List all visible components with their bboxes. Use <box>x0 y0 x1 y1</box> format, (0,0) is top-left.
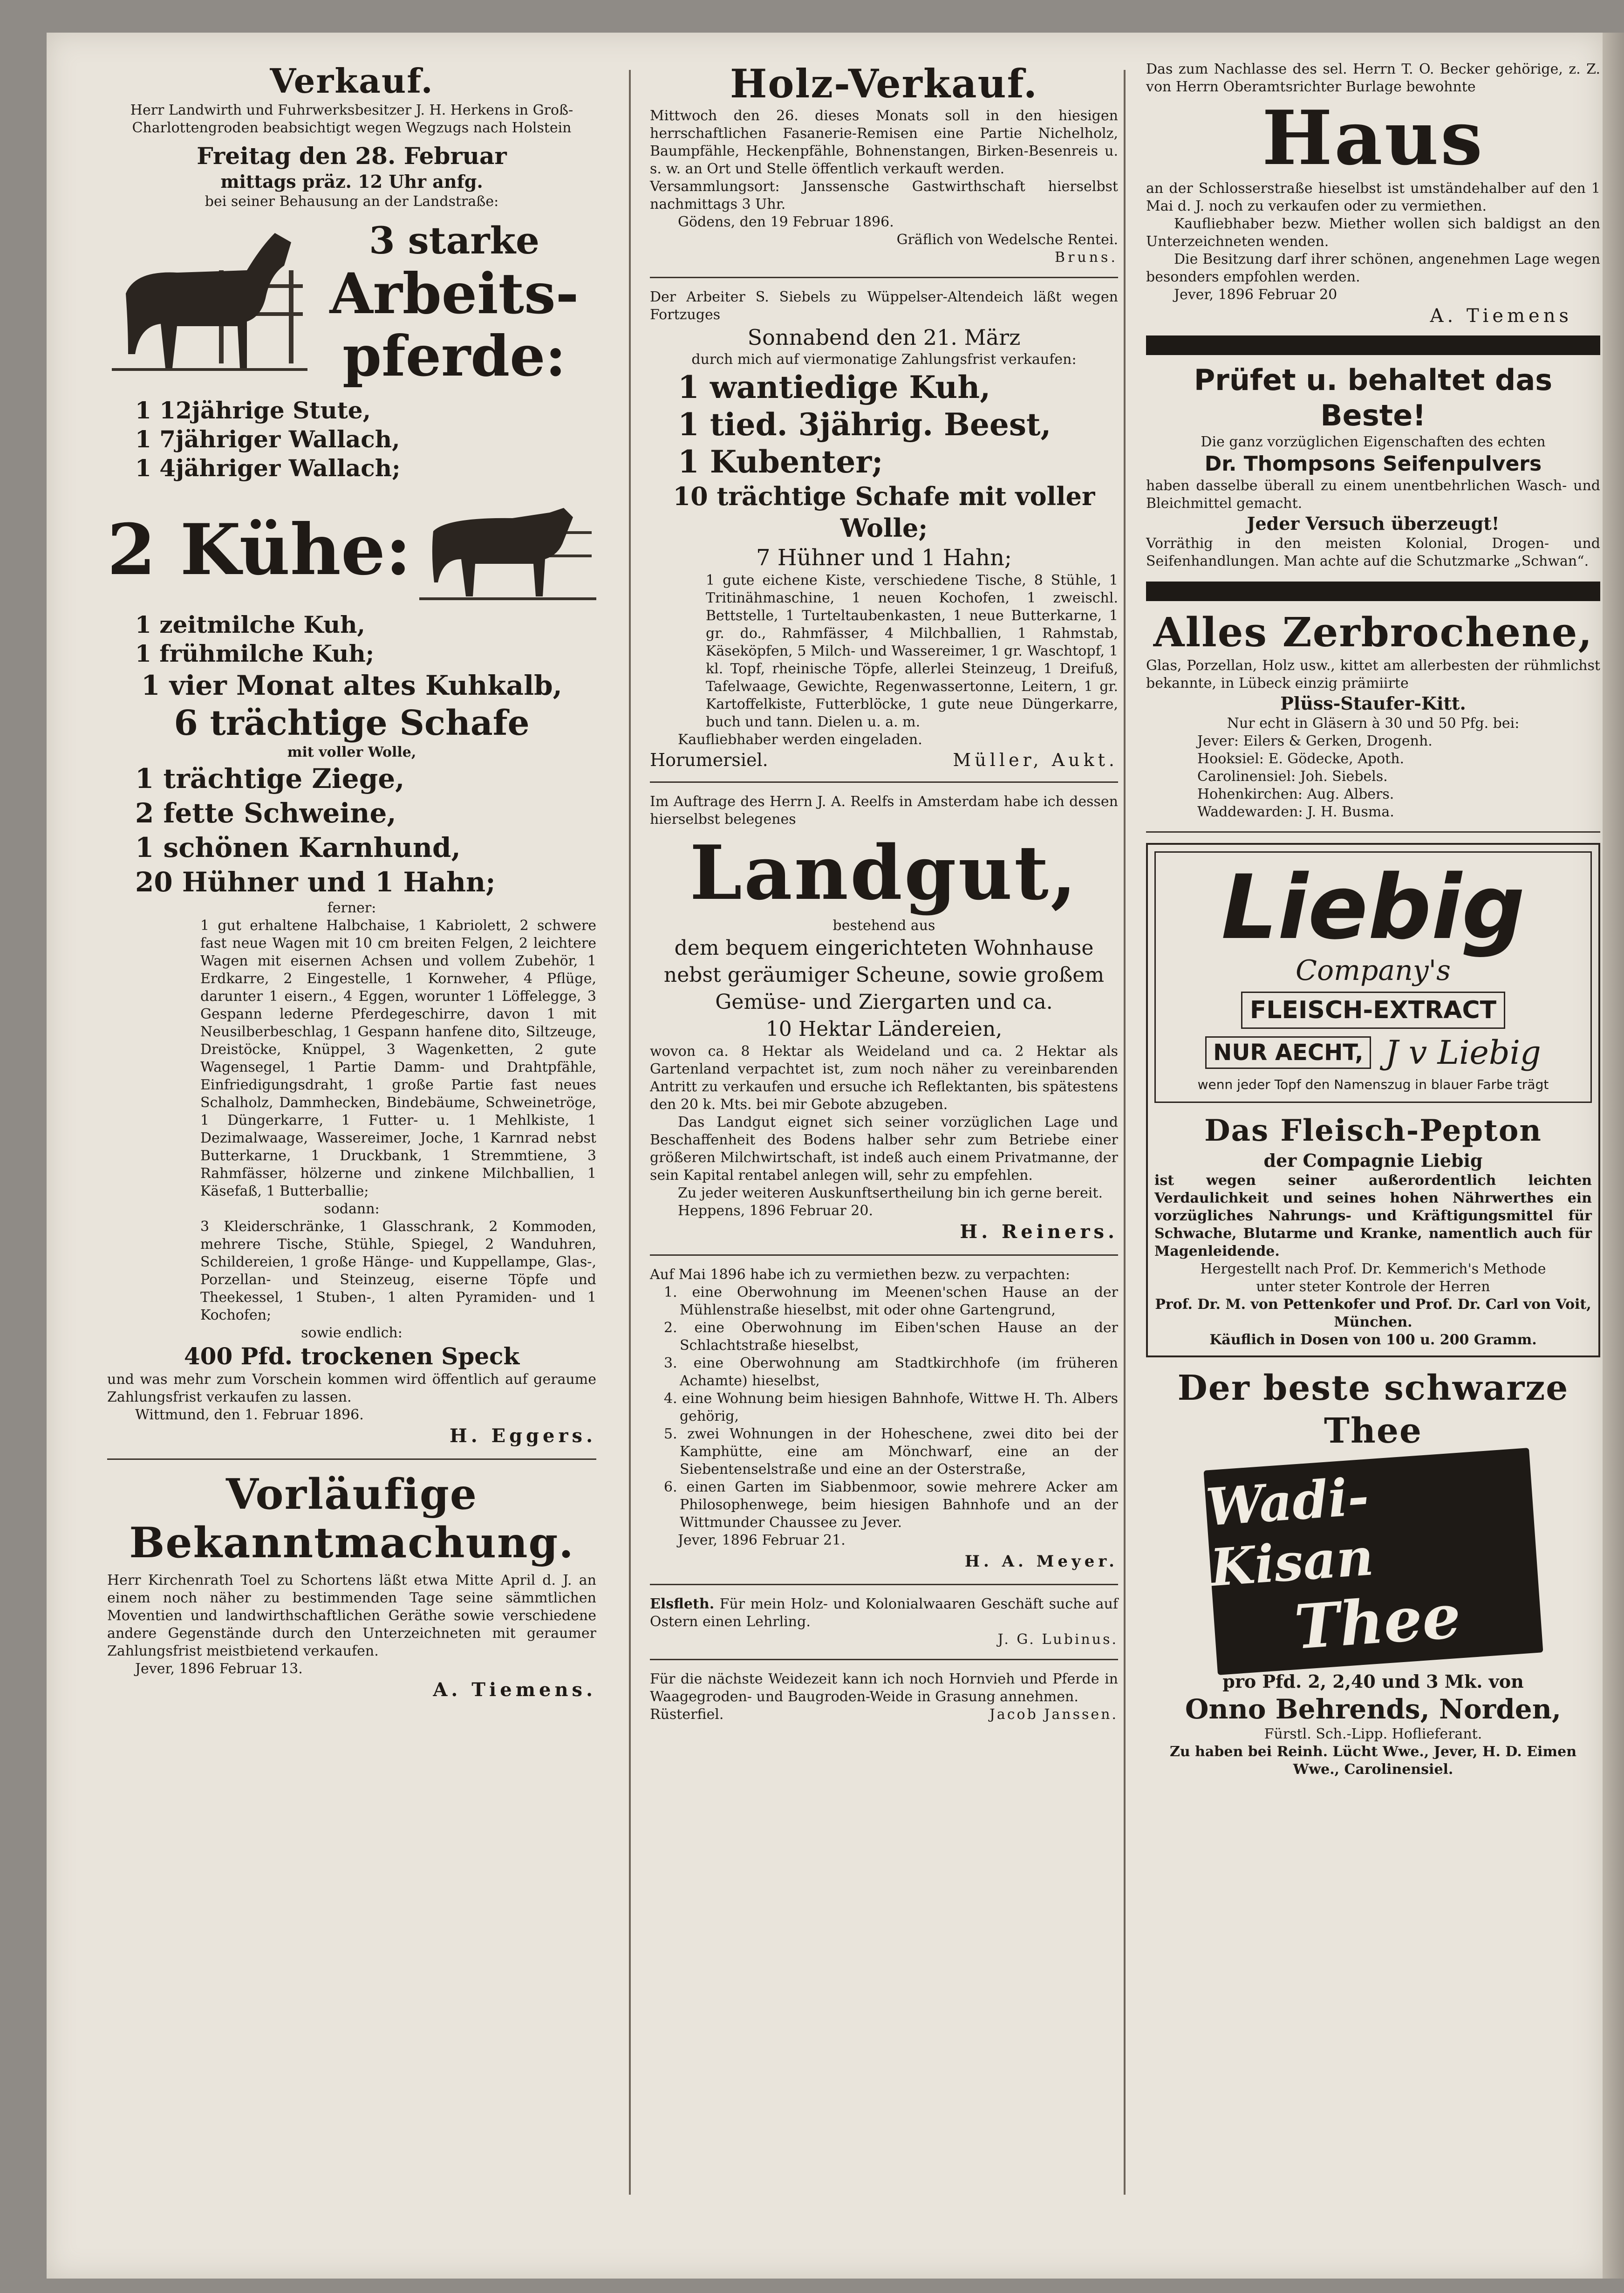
liebig-logo <box>1154 851 1592 1103</box>
ad-landgut <box>650 793 1118 1244</box>
ad-place: bei seiner Behausung an der Landstraße: <box>205 193 499 210</box>
sheep-sub: mit voller Wolle, <box>287 744 416 760</box>
divider <box>650 1584 1118 1585</box>
dateline: Heppens, 1896 Februar 20. <box>678 1203 873 1219</box>
ad-text: 1 gute eichene Kiste, verschiedene Tische, 8 Stühle, 1 Tritinähmaschine, 1 neuen Kochofen, 1 zweischl. Bettstelle, 1 Turteltaubenkasten, 1 neue Butterkarne, 1 gr. do., Rahmfässer, 4 Milchballien, 1 Rahmstab, Käseköpfen, 5 Milch- und Wassereimer, 1 gr. Waschtopf, 1 kl. Topf, rheinische Töpfe, allerlei Steinzeug, 1 Dreifuß, Tafelwaage, Gewichte, Regenwassertonne, Leitern, 1 gr. Kartoffelkiste, Futterblöcke, 1 gute neue Düngerkarre, buch und tann. Dielen u. a. m. <box>706 572 1118 730</box>
ad-line: dem bequem eingerichteten Wohnhause <box>674 936 1094 960</box>
page-edge <box>1603 33 1624 2279</box>
animal-item: 1 trächtige Ziege, <box>135 763 405 794</box>
ad-text: Das Landgut eignet sich seiner vorzüglichen Lage und Beschaffenheit des Bodens halber sehr zum Betriebe einer größeren Milchwirtschaft, ist indeß auch einem Privatmanne, der sein Kapital rentabel anlegen will, sehr zu empfehlen. <box>650 1114 1118 1184</box>
horse-item: 1 7jähriger Wallach, <box>135 425 400 453</box>
ad-intro: Auf Mai 1896 habe ich zu vermiethen bezw. zu verpachten: <box>650 1266 1070 1283</box>
ad-siebels <box>650 288 1118 771</box>
thee-logo <box>1203 1448 1543 1675</box>
signature: A. Tiemens. <box>433 1679 596 1701</box>
signature: Müller, Aukt. <box>953 750 1118 770</box>
ad-verkauf-eggers <box>107 61 596 1448</box>
horse-item: 1 12jährige Stute, <box>135 397 371 424</box>
speck-item: 400 Pfd. trockenen Speck <box>184 1342 520 1370</box>
divider <box>650 1659 1118 1660</box>
ad-line: Gemüse- und Ziergarten und ca. <box>715 990 1053 1014</box>
dealer: Carolinensiel: Joh. Siebels. <box>1197 768 1388 785</box>
ad-text: an der Schlosserstraße hieselbst ist umständehalber auf den 1 Mai d. J. noch zu verkaufen oder zu vermiethen. <box>1146 180 1600 214</box>
divider <box>107 1458 596 1460</box>
column-2 <box>650 61 1118 1724</box>
ad-time: mittags präz. 12 Uhr anfg. <box>220 171 483 192</box>
horses-word1: Arbeits- <box>329 261 579 327</box>
rental-item: 1. eine Oberwohnung im Meenen'schen Hause an der Mühlenstraße hieselbst, mit oder ohne Gartengrund, <box>664 1284 1118 1318</box>
peptone-price: Käuflich in Dosen von 100 u. 200 Gramm. <box>1209 1332 1537 1348</box>
brand: Dr. Thompsons Seifenpulvers <box>1204 452 1542 476</box>
ad-lubinus <box>650 1595 1118 1649</box>
rental-item: 2. eine Oberwohnung im Eiben'schen Hause an der Schlachtstraße hieselbst, <box>664 1320 1118 1354</box>
ad-date: Sonnabend den 21. März <box>747 325 1021 350</box>
dealer: Waddewarden: J. H. Busma. <box>1197 804 1394 820</box>
price: Nur echt in Gläsern à 30 und 50 Pfg. bei: <box>1227 715 1520 732</box>
cow-item: 1 zeitmilche Kuh, <box>135 611 365 638</box>
ad-title: Holz-Verkauf. <box>730 61 1038 107</box>
ad-title-2: Bekanntmachung. <box>129 1518 574 1567</box>
ad-title: Landgut, <box>689 829 1078 917</box>
ad-meyer <box>650 1266 1118 1574</box>
rental-item: 4. eine Wohnung beim hiesigen Bahnhofe, Wittwe H. Th. Albers gehörig, <box>664 1390 1118 1424</box>
ad-date: Freitag den 28. Februar <box>197 142 507 170</box>
ad-text: Für die nächste Weidezeit kann ich noch Hornvieh und Pferde in Waagegroden- und Baugroden-Weide in Grasung annehmen. <box>650 1671 1118 1705</box>
dateline: Gödens, den 19 Februar 1896. <box>678 214 894 230</box>
ad-intro: Herr Landwirth und Fuhrwerksbesitzer J. H. Herkens in Groß-Charlottengroden beabsichtigt wegen Wegzugs nach Holstein <box>130 102 573 136</box>
sheep-item: 10 trächtige Schafe mit voller Wolle; <box>673 481 1095 543</box>
horses-word2: pferde: <box>342 323 566 389</box>
peptone-profs: Prof. Dr. M. von Pettenkofer und Prof. Dr. Carl von Voit, München. <box>1155 1296 1591 1330</box>
ad-title-1: Vorläufige <box>225 1470 478 1519</box>
ad-title: Verkauf. <box>270 61 434 101</box>
column-1 <box>107 61 596 1702</box>
ad-text: wovon ca. 8 Hektar als Weideland und ca. 2 Hektar als Gartenland verpachtet ist, zum noch näher zu vereinbarenden Antritt zu verkaufen und ersuche ich Reflektanten, bis spätestens den 20 k. Mts. bei mir Gebote abzugeben. <box>650 1043 1118 1113</box>
ad-line: nebst geräumiger Scheune, sowie großem <box>663 963 1105 987</box>
signature: Bruns. <box>1055 249 1118 266</box>
column-3 <box>1146 61 1600 1779</box>
ad-stock: Vorräthig in den meisten Kolonial, Drogen- und Seifenhandlungen. Man achte auf die Schutzmarke „Schwan“. <box>1146 535 1600 569</box>
ferner-text: 1 gut erhaltene Halbchaise, 1 Kabriolett, 2 schwere fast neue Wagen mit 10 cm breiten Felgen, 2 leichtere Wagen mit eisernen Achsen und vollem Zubehör, 1 Erdkarre, 2 Eingestelle, 1 Kornweher, 4 Pflüge, darunter 1 eisern., 4 Eggen, worunter 1 Löffelegge, 3 Gespann lederne Pferdegeschirre, davon 1 mit Neusilberbeschlag, 1 Gespann hanfene dito, Siltzeuge, Dreistöcke, Knüppel, 3 Wagenketten, 2 gute Wagensegel, 1 Partie Damm- und Drahtpfähle, Einfriedigungsdraht, 1 große Partie fast neues Schalholz, Dammhecken, Bindebäume, Schweinetröge, 1 Düngerkarre, 1 Futter- u. 1 Mehlkiste, 1 Dezimalwaage, Wassereimer, Joche, 1 Karnrad nebst Butterkarne, 1 Druckbank, 1 Stremmtiene, 3 Rahmfässer, hölzerne und zinkene Milchballien, 1 Käsefaß, 1 Butterballie; <box>200 917 596 1199</box>
cow-illustration <box>419 489 596 610</box>
ad-text: Die Besitzung darf ihrer schönen, angenehmen Lage wegen besonders empfohlen werden. <box>1146 251 1600 285</box>
animal-item: 20 Hühner und 1 Hahn; <box>135 866 496 898</box>
ad-sub: bestehend aus <box>832 917 935 934</box>
ad-holz-verkauf <box>650 61 1118 267</box>
signature: Jacob Janssen. <box>989 1706 1118 1723</box>
ad-terms: durch mich auf viermonatige Zahlungsfrist verkaufen: <box>691 351 1077 368</box>
sodann-label: sodann: <box>324 1201 380 1217</box>
ad-closing: Kaufliebhaber werden eingeladen. <box>678 732 922 748</box>
ferner-label: ferner: <box>327 900 376 916</box>
ad-title: Haus <box>1262 94 1485 182</box>
divider <box>650 781 1118 783</box>
horses-count: 3 starke <box>369 219 539 262</box>
ad-line: haben dasselbe überall zu einem unentbehrlichen Wasch- und Bleichmittel gemacht. <box>1146 478 1600 512</box>
divider <box>650 277 1118 278</box>
cows-heading: 2 Kühe: <box>107 509 411 591</box>
place: Rüsterfiel. <box>650 1706 724 1723</box>
ad-haus <box>1146 61 1600 328</box>
divider <box>1146 831 1600 833</box>
closing-text: und was mehr zum Vorschein kommen wird öffentlich auf geraume Zahlungsfrist verkaufen zu lassen. <box>107 1371 596 1405</box>
ad-line: Die ganz vorzüglichen Eigenschaften des echten <box>1201 434 1546 450</box>
ad-text: Glas, Porzellan, Holz usw., kittet am allerbesten der rühmlichst bekannte, in Lübeck einzig prämiirte <box>1146 657 1600 691</box>
thee-seller-sub: Fürstl. Sch.-Lipp. Hoflieferant. <box>1264 1726 1482 1742</box>
ad-title: Alles Zerbrochene, <box>1153 609 1593 656</box>
dateline: Jever, 1896 Februar 20 <box>1174 287 1337 303</box>
thee-price: pro Pfd. 2, 2,40 und 3 Mk. von <box>1222 1671 1524 1692</box>
black-bar <box>1146 335 1600 355</box>
ad-liebig <box>1146 843 1600 1357</box>
peptone-title: Das Fleisch-Pepton <box>1204 1113 1542 1148</box>
peptone-control: unter steter Kontrole der Herren <box>1256 1279 1490 1295</box>
sowie-label: sowie endlich: <box>301 1325 403 1341</box>
dealer: Hohenkirchen: Aug. Albers. <box>1197 786 1394 802</box>
liebig-signature: J v Liebig <box>1385 1034 1541 1072</box>
ad-intro: Im Auftrage des Herrn J. A. Reelfs in Amsterdam habe ich dessen hierselbst belegenes <box>650 794 1118 828</box>
dateline: Wittmund, den 1. Februar 1896. <box>135 1407 364 1423</box>
signature: J. G. Lubinus. <box>997 1631 1118 1648</box>
ad-meeting: Versammlungsort: Janssensche Gastwirthschaft hierselbst nachmittags 3 Uhr. <box>650 178 1118 212</box>
column-rule <box>629 70 631 2195</box>
signature: H. A. Meyer. <box>964 1552 1118 1571</box>
cow-item: 1 frühmilche Kuh; <box>135 640 375 667</box>
dateline: Jever, 1896 Februar 21. <box>678 1532 846 1548</box>
ad-text: Herr Kirchenrath Toel zu Schortens läßt etwa Mitte April d. J. an einem noch näher zu bestimmenden Tage seine sämmtlichen Moventien und landwirthschaftlichen Geräthe sowie verschiedene andere Gegenstände durch den Unterzeichneten mit geraumer Zahlungsfrist meistbietend verkaufen. <box>107 1572 596 1659</box>
sodann-text: 3 Kleiderschränke, 1 Glasschrank, 2 Kommoden, mehrere Tische, Stühle, Spiegel, 2 Wanduhren, Schildereien, 1 große Hänge- und Kuppellampe, Glas-, Porzellan- und Steinzeug, eiserne Töpfe und Theekessel, 1 Stuben-, 1 alten Pyramiden- und 1 Kochofen; <box>200 1218 596 1323</box>
dealer: Hooksiel: E. Gödecke, Apoth. <box>1197 751 1405 767</box>
thee-seller: Onno Behrends, Norden, <box>1185 1693 1562 1725</box>
ad-janssen <box>650 1670 1118 1724</box>
peptone-text: ist wegen seiner außerordentlich leichten Verdaulichkeit und seines hohen Nährwerthes ein vorzügliches Nahrungs- und Kräftigungsmittel für Schwache, Blutarme und Kranke, namentlich auch für Magenleidende. <box>1154 1172 1592 1259</box>
sale-item: 1 Kubenter; <box>678 444 883 480</box>
dateline: Jever, 1896 Februar 13. <box>135 1661 303 1677</box>
column-rule <box>1124 70 1126 2195</box>
horse-illustration <box>107 214 312 391</box>
ad-kitt <box>1146 609 1600 821</box>
animal-item: 2 fette Schweine, <box>135 797 396 829</box>
liebig-brand: Liebig <box>1221 856 1525 959</box>
ad-vorlaeufige <box>107 1470 596 1702</box>
office: Gräflich von Wedelsche Rentei. <box>896 232 1118 248</box>
product: Plüss-Staufer-Kitt. <box>1280 693 1466 714</box>
ad-try: Jeder Versuch überzeugt! <box>1247 513 1500 534</box>
ad-text: Kaufliebhaber bezw. Miether wollen sich baldigst an den Unterzeichneten wenden. <box>1146 216 1600 250</box>
thee-stock: Zu haben bei Reinh. Lücht Wwe., Jever, H. D. Eimen Wwe., Carolinensiel. <box>1169 1744 1577 1778</box>
divider <box>650 1254 1118 1256</box>
animal-item: 1 schönen Karnhund, <box>135 832 461 863</box>
place: Horumersiel. <box>650 750 768 770</box>
thee-logo-line1: Wadi-Kisan <box>1204 1466 1375 1598</box>
ad-text: Für mein Holz- und Kolonialwaaren Geschäft suche auf Ostern einen Lehrling. <box>650 1596 1118 1630</box>
ad-title: Prüfet u. behaltet das Beste! <box>1194 363 1553 432</box>
horse-item: 1 4jähriger Wallach; <box>135 454 401 482</box>
liebig-note: wenn jeder Topf den Namenszug in blauer Farbe trägt <box>1197 1077 1549 1092</box>
hens-item: 7 Hühner und 1 Hahn; <box>756 545 1012 571</box>
sheep-item: 6 trächtige Schafe <box>174 703 530 743</box>
signature: H. Reiners. <box>960 1221 1118 1243</box>
ad-intro: Das zum Nachlasse des sel. Herrn T. O. Becker gehörige, z. Z. von Herrn Oberamtsrichter Burlage bewohnte <box>1146 61 1600 95</box>
ad-thompson <box>1146 363 1600 570</box>
signature: A. Tiemens <box>1430 305 1572 327</box>
sale-item: 1 tied. 3jährig. Beest, <box>678 406 1051 443</box>
calf-item: 1 vier Monat altes Kuhkalb, <box>141 670 562 701</box>
rental-item: 5. zwei Wohnungen in der Hoheschene, zwei dito bei der Kamphütte, eine am Mönchwarf, eine an der Siebentenselstraße und eine an der Osterstraße, <box>664 1426 1118 1478</box>
ad-text: Mittwoch den 26. dieses Monats soll in den hiesigen herrschaftlichen Fasanerie-Remisen eine Partie Nichelholz, Baumpfähle, Heckenpfähle, Bohnenstangen, Birken-Besenreis u. s. w. an Ort und Stelle öffentlich verkauft werden. <box>650 108 1118 177</box>
ad-intro: Der Arbeiter S. Siebels zu Wüppelser-Altendeich läßt wegen Fortzuges <box>650 289 1118 323</box>
sale-item: 1 wantiedige Kuh, <box>678 369 991 405</box>
ad-text: Zu jeder weiteren Auskunftsertheilung bin ich gerne bereit. <box>678 1185 1103 1201</box>
peptone-made: Hergestellt nach Prof. Dr. Kemmerich's Methode <box>1200 1261 1546 1277</box>
liebig-product: FLEISCH-EXTRACT <box>1241 992 1505 1029</box>
rental-item: 6. einen Garten im Siabbenmoor, sowie mehrere Acker am Philosophenwege, beim hiesigen Bahnhofe und an der Wittmunder Chaussee zu Jever. <box>664 1479 1118 1531</box>
ad-thee <box>1146 1367 1600 1779</box>
ad-title: Der beste schwarze Thee <box>1177 1368 1569 1451</box>
dealer: Jever: Eilers & Gerken, Drogenh. <box>1197 733 1433 749</box>
thee-logo-line2: Thee <box>1292 1580 1463 1663</box>
liebig-aecht: NUR AECHT, <box>1205 1036 1371 1069</box>
ad-line: 10 Hektar Ländereien, <box>765 1017 1003 1041</box>
place: Elsfleth. <box>650 1596 715 1612</box>
rental-item: 3. eine Oberwohnung am Stadtkirchhofe (im früheren Achamte) hieselbst, <box>664 1355 1118 1389</box>
signature: H. Eggers. <box>449 1425 596 1447</box>
liebig-company: Company's <box>1296 954 1451 987</box>
black-bar <box>1146 582 1600 601</box>
peptone-sub: der Compagnie Liebig <box>1263 1150 1483 1171</box>
